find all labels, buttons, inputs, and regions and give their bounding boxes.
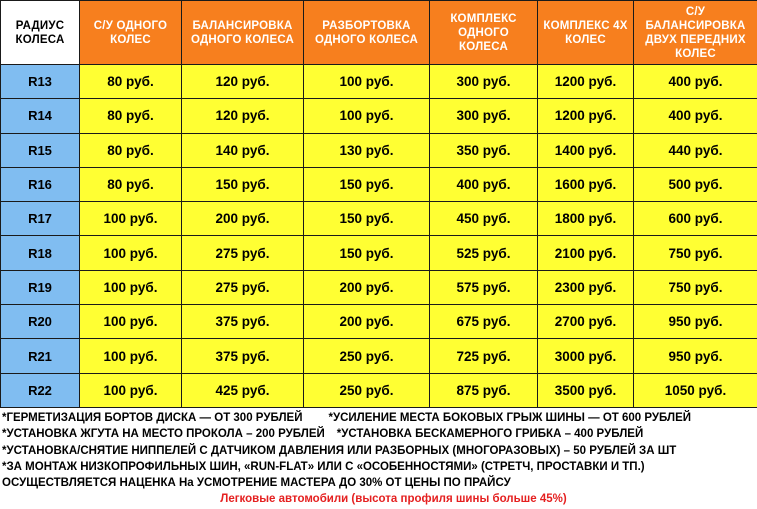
radius-cell: R13	[1, 65, 80, 99]
footer-vehicle-category: Легковые автомобили (высота профиля шины больше 45%)	[220, 493, 567, 506]
note-mushroom-patch: *УСТАНОВКА БЕСКАМЕРНОГО ГРИБКА – 400 РУБЛЕЙ	[336, 428, 644, 441]
table-row	[1, 167, 757, 201]
price-cell: 1200 руб.	[538, 99, 634, 133]
price-cell: 100 руб.	[80, 373, 182, 407]
price-cell: 130 руб.	[304, 133, 430, 167]
price-cell: 100 руб.	[304, 99, 430, 133]
header-radius: РАДИУС КОЛЕСА	[1, 1, 80, 65]
note-low-profile-surcharge: *ЗА МОНТАЖ НИЗКОПРОФИЛЬНЫХ ШИН, «RUN-FLAT» ИЛИ С «ОСОБЕННОСТЯМИ» (СТРЕТЧ, ПРОСТАВКИ И ТП.)	[2, 460, 645, 473]
note-surcharge-amount: ОСУЩЕСТВЛЯЕТСЯ НАЦЕНКА На УСМОТРЕНИЕ МАСТЕРА ДО 30% ОТ ЦЕНЫ ПО ПРАЙСУ	[2, 477, 511, 490]
price-cell: 100 руб.	[80, 305, 182, 339]
table-row	[1, 202, 757, 236]
header-demounting-one-wheel: РАЗБОРТОВКА ОДНОГО КОЛЕСА	[304, 1, 430, 65]
price-cell: 150 руб.	[304, 236, 430, 270]
radius-cell: R19	[1, 270, 80, 304]
price-cell: 375 руб.	[182, 305, 304, 339]
price-cell: 300 руб.	[430, 99, 538, 133]
table-body	[1, 65, 757, 408]
price-cell: 250 руб.	[304, 339, 430, 373]
price-cell: 80 руб.	[80, 167, 182, 201]
radius-cell: R14	[1, 99, 80, 133]
price-cell: 250 руб.	[304, 373, 430, 407]
price-cell: 1200 руб.	[538, 65, 634, 99]
price-cell: 100 руб.	[80, 202, 182, 236]
table-header-row	[1, 1, 757, 65]
price-cell: 80 руб.	[80, 65, 182, 99]
table-row	[1, 373, 757, 407]
price-cell: 375 руб.	[182, 339, 304, 373]
table-row	[1, 99, 757, 133]
price-cell: 80 руб.	[80, 133, 182, 167]
price-cell: 950 руб.	[634, 339, 757, 373]
table-row	[1, 133, 757, 167]
price-cell: 80 руб.	[80, 99, 182, 133]
table-row	[1, 305, 757, 339]
price-cell: 150 руб.	[304, 167, 430, 201]
radius-cell: R15	[1, 133, 80, 167]
notes-line-2	[0, 426, 757, 442]
price-cell: 875 руб.	[430, 373, 538, 407]
table-row	[1, 236, 757, 270]
price-cell: 500 руб.	[634, 167, 757, 201]
header-complex-four-wheels: КОМПЛЕКС 4Х КОЛЕС	[538, 1, 634, 65]
price-cell: 120 руб.	[182, 99, 304, 133]
radius-cell: R17	[1, 202, 80, 236]
price-cell: 450 руб.	[430, 202, 538, 236]
price-cell: 750 руб.	[634, 236, 757, 270]
price-cell: 400 руб.	[634, 65, 757, 99]
header-mount-balancing-two-front: С/У БАЛАНСИРОВКА ДВУХ ПЕРЕДНИХ КОЛЕС	[634, 1, 757, 65]
price-cell: 2700 руб.	[538, 305, 634, 339]
price-cell: 350 руб.	[430, 133, 538, 167]
table-row	[1, 339, 757, 373]
price-cell: 950 руб.	[634, 305, 757, 339]
radius-cell: R22	[1, 373, 80, 407]
notes-line-1	[0, 410, 757, 426]
price-cell: 400 руб.	[430, 167, 538, 201]
price-cell: 2100 руб.	[538, 236, 634, 270]
header-complex-one-wheel: КОМПЛЕКС ОДНОГО КОЛЕСА	[430, 1, 538, 65]
radius-cell: R21	[1, 339, 80, 373]
header-balancing-one-wheel: БАЛАНСИРОВКА ОДНОГО КОЛЕСА	[182, 1, 304, 65]
price-cell: 300 руб.	[430, 65, 538, 99]
price-cell: 675 руб.	[430, 305, 538, 339]
price-cell: 1800 руб.	[538, 202, 634, 236]
price-cell: 2300 руб.	[538, 270, 634, 304]
header-mount-one-wheel: С/У ОДНОГО КОЛЕС	[80, 1, 182, 65]
price-cell: 200 руб.	[304, 305, 430, 339]
price-cell: 440 руб.	[634, 133, 757, 167]
price-cell: 275 руб.	[182, 270, 304, 304]
price-cell: 575 руб.	[430, 270, 538, 304]
price-cell: 750 руб.	[634, 270, 757, 304]
price-cell: 1050 руб.	[634, 373, 757, 407]
note-sidewall-reinforcement: *УСИЛЕНИЕ МЕСТА БОКОВЫХ ГРЫЖ ШИНЫ — ОТ 600 РУБЛЕЙ	[328, 412, 692, 424]
price-cell: 150 руб.	[182, 167, 304, 201]
price-cell: 3500 руб.	[538, 373, 634, 407]
price-cell: 100 руб.	[80, 339, 182, 373]
price-cell: 140 руб.	[182, 133, 304, 167]
price-cell: 3000 руб.	[538, 339, 634, 373]
price-cell: 100 руб.	[80, 236, 182, 270]
price-cell: 1600 руб.	[538, 167, 634, 201]
price-cell: 425 руб.	[182, 373, 304, 407]
radius-cell: R18	[1, 236, 80, 270]
note-plug-install: *УСТАНОВКА ЖГУТА НА МЕСТО ПРОКОЛА – 200 РУБЛЕЙ	[2, 428, 325, 441]
radius-cell: R16	[1, 167, 80, 201]
notes-section	[0, 410, 757, 509]
price-cell: 150 руб.	[304, 202, 430, 236]
price-cell: 100 руб.	[304, 65, 430, 99]
price-cell: 100 руб.	[80, 270, 182, 304]
price-cell: 275 руб.	[182, 236, 304, 270]
table-row	[1, 65, 757, 99]
radius-cell: R20	[1, 305, 80, 339]
table-row	[1, 270, 757, 304]
price-cell: 600 руб.	[634, 202, 757, 236]
note-tpms-valves: *УСТАНОВКА/СНЯТИЕ НИППЕЛЕЙ С ДАТЧИКОМ ДАВЛЕНИЯ ИЛИ РАЗБОРНЫХ (МНОГОРАЗОВЫХ) – 50 РУБЛЕЙ ЗА ШТ	[2, 444, 677, 457]
price-cell: 400 руб.	[634, 99, 757, 133]
price-cell: 200 руб.	[182, 202, 304, 236]
price-cell: 725 руб.	[430, 339, 538, 373]
note-bead-sealing: *ГЕРМЕТИЗАЦИЯ БОРТОВ ДИСКА — ОТ 300 РУБЛЕЙ	[2, 412, 303, 424]
price-cell: 200 руб.	[304, 270, 430, 304]
price-cell: 525 руб.	[430, 236, 538, 270]
price-cell: 1400 руб.	[538, 133, 634, 167]
price-cell: 120 руб.	[182, 65, 304, 99]
